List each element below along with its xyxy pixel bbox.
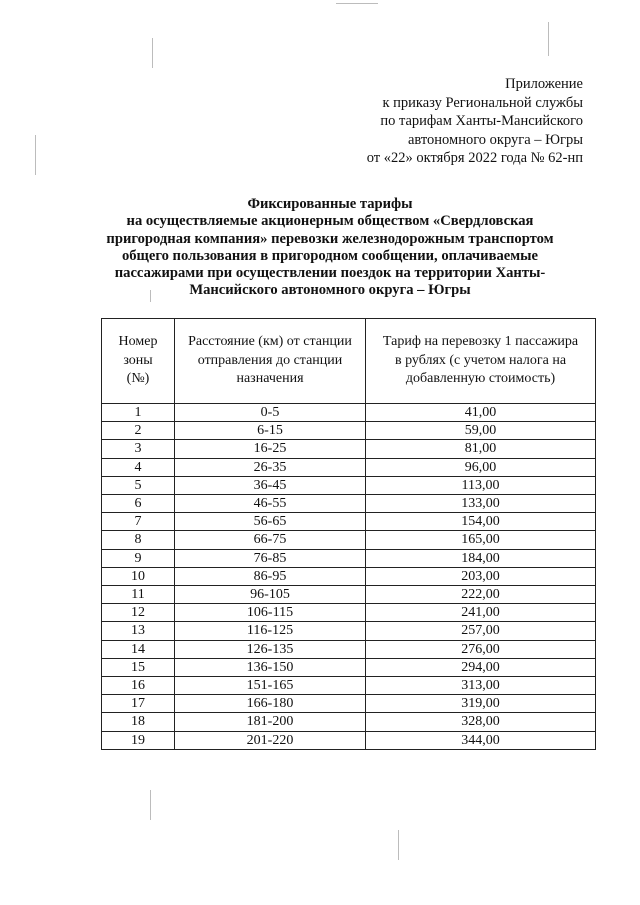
table-row xyxy=(102,458,596,476)
header-tariff-line: добавленную стоимость) xyxy=(405,371,556,387)
table-row xyxy=(102,622,596,640)
header-distance xyxy=(175,319,366,404)
tariff-cell: 96,00 xyxy=(366,458,596,476)
table-row xyxy=(102,695,596,713)
zone-cell: 5 xyxy=(102,476,175,494)
table-row xyxy=(102,658,596,676)
distance-cell: 181-200 xyxy=(175,713,366,731)
distance-cell: 36-45 xyxy=(175,476,366,494)
zone-cell: 4 xyxy=(102,458,175,476)
header-zone-line: Номер xyxy=(118,334,158,350)
distance-cell: 136-150 xyxy=(175,658,366,676)
tariff-cell: 276,00 xyxy=(366,640,596,658)
appendix-block xyxy=(367,75,583,168)
tariff-cell: 344,00 xyxy=(366,731,596,749)
table-row xyxy=(102,731,596,749)
title-line: пассажирами при осуществлении поездок на территории Ханты- xyxy=(114,265,546,282)
table-row xyxy=(102,440,596,458)
zone-cell: 11 xyxy=(102,586,175,604)
header-distance-line: Расстояние (км) от станции xyxy=(188,334,352,350)
title-line: общего пользования в пригородном сообщении, оплачиваемые xyxy=(121,247,539,264)
table-row xyxy=(102,604,596,622)
header-tariff-line: в рублях (с учетом налога на xyxy=(394,352,567,368)
zone-cell: 14 xyxy=(102,640,175,658)
table-body xyxy=(102,404,596,750)
table-row xyxy=(102,513,596,531)
scan-artifact xyxy=(398,830,399,860)
title-line: Фиксированные тарифы xyxy=(247,196,413,212)
zone-cell: 10 xyxy=(102,567,175,585)
table-row xyxy=(102,476,596,494)
tariff-cell: 257,00 xyxy=(366,622,596,640)
zone-cell: 1 xyxy=(102,404,175,422)
tariff-cell: 241,00 xyxy=(366,604,596,622)
table-header-row xyxy=(102,319,596,404)
tariff-cell: 203,00 xyxy=(366,567,596,585)
appendix-line: Приложение xyxy=(505,76,583,92)
distance-cell: 201-220 xyxy=(175,731,366,749)
tariff-cell: 313,00 xyxy=(366,677,596,695)
tariff-cell: 41,00 xyxy=(366,404,596,422)
table-row xyxy=(102,549,596,567)
zone-cell: 6 xyxy=(102,495,175,513)
distance-cell: 166-180 xyxy=(175,695,366,713)
zone-cell: 12 xyxy=(102,604,175,622)
tariff-cell: 319,00 xyxy=(366,695,596,713)
tariff-cell: 184,00 xyxy=(366,549,596,567)
document-title xyxy=(90,196,570,300)
table-row xyxy=(102,422,596,440)
appendix-line: по тарифам Ханты-Мансийского xyxy=(380,113,583,129)
zone-cell: 9 xyxy=(102,549,175,567)
tariff-cell: 133,00 xyxy=(366,495,596,513)
title-line: на осуществляемые акционерным обществом «Свердловская xyxy=(126,213,534,230)
table-row xyxy=(102,713,596,731)
distance-cell: 86-95 xyxy=(175,567,366,585)
scan-artifact xyxy=(152,38,153,68)
header-zone-line: зоны xyxy=(123,352,153,368)
header-tariff xyxy=(366,319,596,404)
header-zone-line: (№) xyxy=(126,371,150,387)
table-row xyxy=(102,495,596,513)
distance-cell: 96-105 xyxy=(175,586,366,604)
header-tariff-line: Тариф на перевозку 1 пассажира xyxy=(382,334,579,350)
title-line: Мансийского автономного округа – Югры xyxy=(189,282,471,299)
zone-cell: 19 xyxy=(102,731,175,749)
distance-cell: 126-135 xyxy=(175,640,366,658)
tariff-table xyxy=(101,318,596,750)
scan-artifact xyxy=(336,3,378,4)
appendix-line: к приказу Региональной службы xyxy=(382,94,583,111)
table-row xyxy=(102,640,596,658)
tariff-cell: 222,00 xyxy=(366,586,596,604)
appendix-line: от «22» октября 2022 года № 62-нп xyxy=(366,150,583,166)
table-row xyxy=(102,567,596,585)
zone-cell: 2 xyxy=(102,422,175,440)
zone-cell: 8 xyxy=(102,531,175,549)
scan-artifact xyxy=(548,22,549,56)
header-distance-line: назначения xyxy=(236,371,304,387)
scan-artifact xyxy=(150,790,151,820)
tariff-cell: 81,00 xyxy=(366,440,596,458)
zone-cell: 3 xyxy=(102,440,175,458)
distance-cell: 76-85 xyxy=(175,549,366,567)
distance-cell: 151-165 xyxy=(175,677,366,695)
header-zone xyxy=(102,319,175,404)
distance-cell: 66-75 xyxy=(175,531,366,549)
scan-artifact xyxy=(35,135,36,175)
distance-cell: 56-65 xyxy=(175,513,366,531)
zone-cell: 13 xyxy=(102,622,175,640)
zone-cell: 16 xyxy=(102,677,175,695)
tariff-cell: 59,00 xyxy=(366,422,596,440)
title-line: пригородная компания» перевозки железнодорожным транспортом xyxy=(106,230,554,247)
zone-cell: 18 xyxy=(102,713,175,731)
distance-cell: 116-125 xyxy=(175,622,366,640)
tariff-cell: 154,00 xyxy=(366,513,596,531)
table-row xyxy=(102,404,596,422)
distance-cell: 26-35 xyxy=(175,458,366,476)
distance-cell: 46-55 xyxy=(175,495,366,513)
table-row xyxy=(102,586,596,604)
table-row xyxy=(102,531,596,549)
zone-cell: 7 xyxy=(102,513,175,531)
zone-cell: 17 xyxy=(102,695,175,713)
distance-cell: 106-115 xyxy=(175,604,366,622)
distance-cell: 6-15 xyxy=(175,422,366,440)
tariff-cell: 165,00 xyxy=(366,531,596,549)
tariff-cell: 294,00 xyxy=(366,658,596,676)
header-distance-line: отправления до станции xyxy=(197,352,343,368)
distance-cell: 16-25 xyxy=(175,440,366,458)
tariff-cell: 328,00 xyxy=(366,713,596,731)
zone-cell: 15 xyxy=(102,658,175,676)
table-row xyxy=(102,677,596,695)
appendix-line: автономного округа – Югры xyxy=(407,131,583,148)
distance-cell: 0-5 xyxy=(175,404,366,422)
tariff-cell: 113,00 xyxy=(366,476,596,494)
